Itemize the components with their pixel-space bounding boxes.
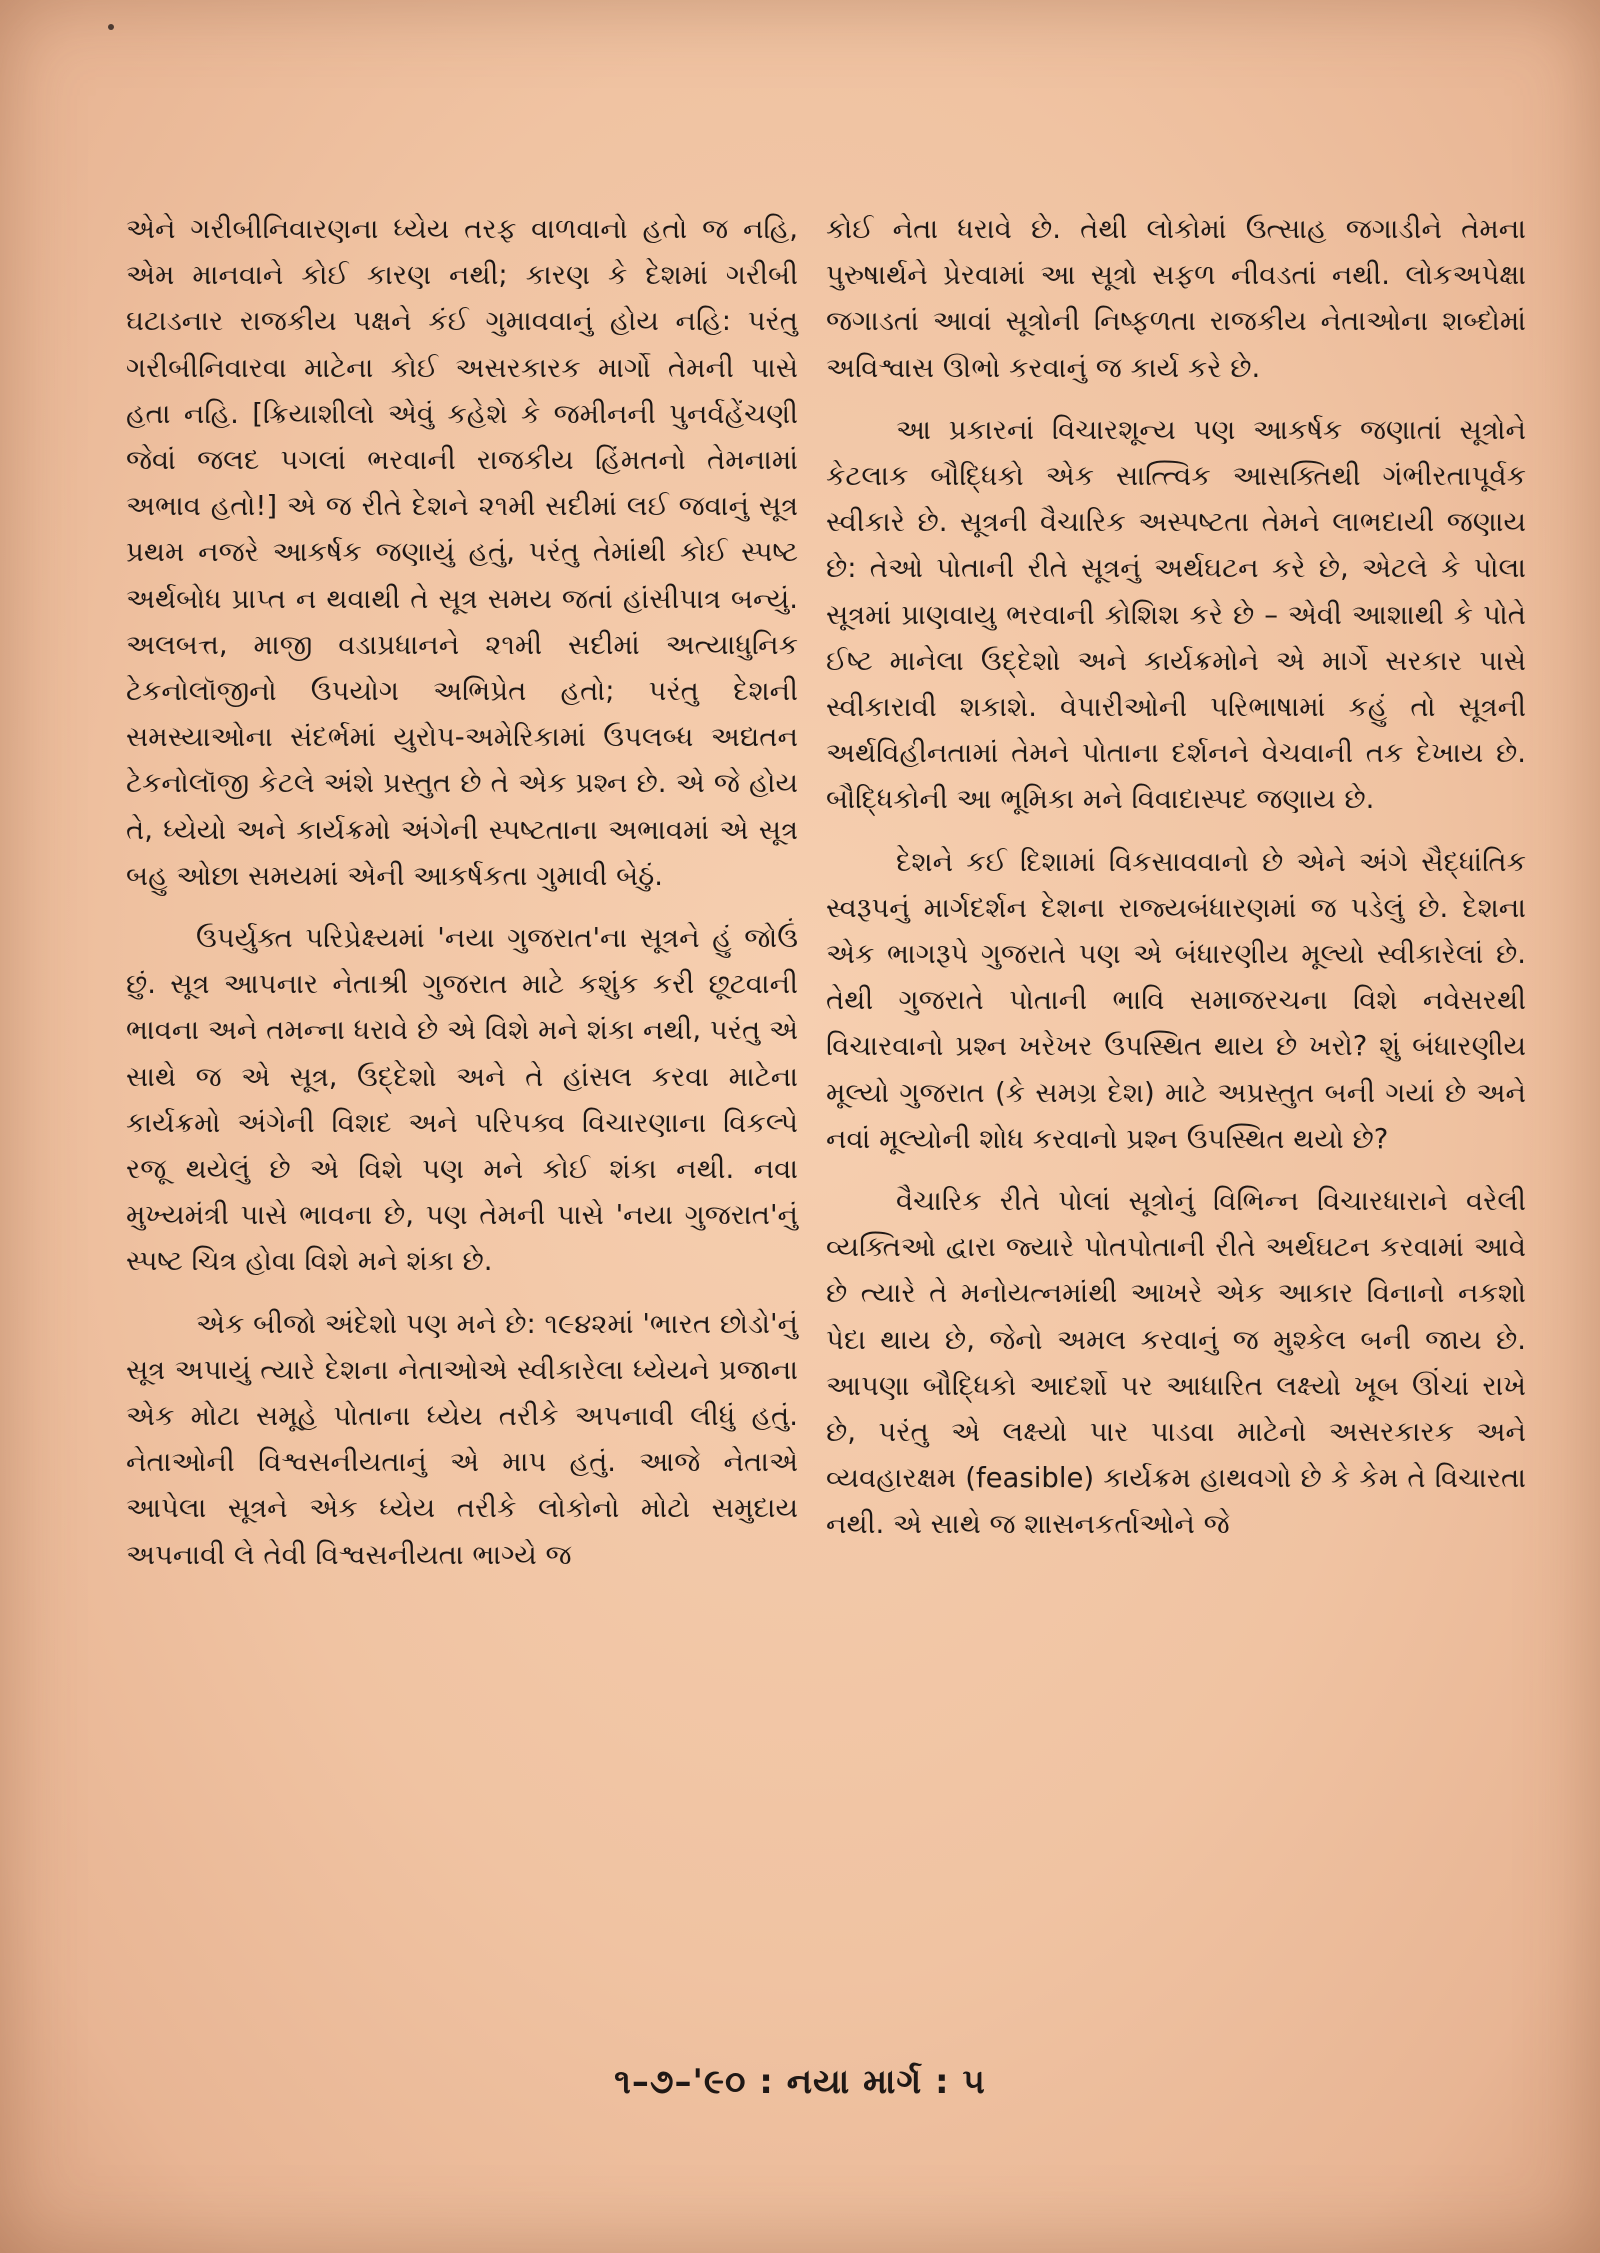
paragraph: એક બીજો અંદેશો પણ મને છે: ૧૯૪૨માં 'ભારત છોડો'નું સૂત્ર અપાયું ત્યારે દેશના નેતાઓએ સ્વીકારેલા ધ્યેયને પ્રજાના એક મોટા સમૂહે પોતાના ધ્યેય તરીકે અપનાવી લીધું હતું. નેતાઓની વિશ્વસનીયતાનું એ માપ હતું. આજે નેતાએ આપેલા સૂત્રને એક ધ્યેય તરીકે લોકોનો મોટો સમુદાય અપનાવી લે તેવી વિશ્વસનીયતા ભાગ્યે જ — [126, 1307, 798, 1571]
paragraph: એને ગરીબીનિવારણના ધ્યેય તરફ વાળવાનો હતો જ નહિ, એમ માનવાને કોઈ કારણ નથી; કારણ કે દેશમાં ગરીબી ઘટાડનાર રાજકીય પક્ષને કંઈ ગુમાવવાનું હોય નહિ: પરંતુ ગરીબીનિવારવા માટેના કોઈ અસરકારક માર્ગો તેમની પાસે હતા નહિ. [ક્રિયાશીલો એવું કહેશે કે જમીનની પુનર્વહેંચણી જેવાં જલદ પગલાં ભરવાની રાજકીય હિંમતનો તેમનામાં અભાવ હતો!] એ જ રીતે દેશને ૨૧મી સદીમાં લઈ જવાનું સૂત્ર પ્રથમ નજરે આકર્ષક જણાયું હતું, પરંતુ તેમાંથી કોઈ સ્પષ્ટ અર્થબોધ પ્રાપ્ત ન થવાથી તે સૂત્ર સમય જતાં હાંસીપાત્ર બન્યું. અલબત્ત, માજી વડાપ્રધાનને ૨૧મી સદીમાં અત્યાધુનિક ટેકનોલૉજીનો ઉપયોગ અભિપ્રેત હતો; પરંતુ દેશની સમસ્યાઓના સંદર્ભમાં યુરોપ-અમેરિકામાં ઉપલબ્ધ અદ્યતન ટેકનોલૉજી કેટલે અંશે પ્રસ્તુત છે તે એક પ્રશ્ન છે. એ જે હોય તે, ધ્યેયો અને કાર્યક્રમો અંગેની સ્પષ્ટતાના અભાવમાં એ સૂત્ર બહુ ઓછા સમયમાં એની આકર્ષકતા ગુમાવી બેઠું. — [126, 213, 798, 892]
paragraph: આ પ્રકારનાં વિચારશૂન્ય પણ આકર્ષક જણાતાં સૂત્રોને કેટલાક બૌદ્ધિકો એક સાત્ત્વિક આસક્તિથી ગંભીરતાપૂર્વક સ્વીકારે છે. સૂત્રની વૈચારિક અસ્પષ્ટતા તેમને લાભદાયી જણાય છે: તેઓ પોતાની રીતે સૂત્રનું અર્થઘટન કરે છે, એટલે કે પોલા સૂત્રમાં પ્રાણવાયુ ભરવાની કોશિશ કરે છે – એવી આશાથી કે પોતે ઈષ્ટ માનેલા ઉદ્દેશો અને કાર્યક્રમોને એ માર્ગે સરકાર પાસે સ્વીકારાવી શકાશે. વેપારીઓની પરિભાષામાં કહું તો સૂત્રની અર્થવિહીનતામાં તેમને પોતાના દર્શનને વેચવાની તક દેખાય છે. બૌદ્ધિકોની આ ભૂમિકા મને વિવાદાસ્પદ જણાય છે. — [826, 413, 1526, 816]
paragraph: વૈચારિક રીતે પોલાં સૂત્રોનું વિભિન્ન વિચારધારાને વરેલી વ્યક્તિઓ દ્વારા જ્યારે પોતપોતાની રીતે અર્થઘટન કરવામાં આવે છે ત્યારે તે મનોયત્નમાંથી આખરે એક આકાર વિનાનો નકશો પેદા થાય છે, જેનો અમલ કરવાનું જ મુશ્કેલ બની જાય છે. આપણા બૌદ્ધિકો આદર્શો પર આધારિત લક્ષ્યો ખૂબ ઊંચાં રાખે છે, પરંતુ એ લક્ષ્યો પાર પાડવા માટેનો અસરકારક અને વ્યવહારક્ષમ (feasible) કાર્યક્રમ હાથવગો છે કે કેમ તે વિચારતા નથી. એ સાથે જ શાસનકર્તાઓને જે — [826, 1185, 1526, 1541]
right-column — [826, 206, 1526, 1548]
page-footer: ૧–૭–'૯૦ : નયા માર્ગ : ૫ — [614, 2062, 986, 2102]
ink-speck — [108, 24, 114, 30]
paragraph: ઉપર્યુક્ત પરિપ્રેક્ષ્યમાં 'નયા ગુજરાત'ના સૂત્રને હું જોઉં છું. સૂત્ર આપનાર નેતાશ્રી ગુજરાત માટે કશુંક કરી છૂટવાની ભાવના અને તમન્ના ધરાવે છે એ વિશે મને શંકા નથી, પરંતુ એ સાથે જ એ સૂત્ર, ઉદ્દેશો અને તે હાંસલ કરવા માટેના કાર્યક્રમો અંગેની વિશદ અને પરિપક્વ વિચારણાના વિકલ્પે રજૂ થયેલું છે એ વિશે પણ મને કોઈ શંકા નથી. નવા મુખ્યમંત્રી પાસે ભાવના છે, પણ તેમની પાસે 'નયા ગુજરાત'નું સ્પષ્ટ ચિત્ર હોવા વિશે મને શંકા છે. — [126, 922, 798, 1278]
left-column — [126, 206, 798, 1578]
paragraph: કોઈ નેતા ધરાવે છે. તેથી લોકોમાં ઉત્સાહ જગાડીને તેમના પુરુષાર્થને પ્રેરવામાં આ સૂત્રો સફળ નીવડતાં નથી. લોકઅપેક્ષા જગાડતાં આવાં સૂત્રોની નિષ્ફળતા રાજકીય નેતાઓના શબ્દોમાં અવિશ્વાસ ઊભો કરવાનું જ કાર્ય કરે છે. — [826, 213, 1526, 384]
paragraph: દેશને કઈ દિશામાં વિકસાવવાનો છે એને અંગે સૈદ્ધાંતિક સ્વરૂપનું માર્ગદર્શન દેશના રાજ્યબંધારણમાં જ પડેલું છે. દેશના એક ભાગરૂપે ગુજરાતે પણ એ બંધારણીય મૂલ્યો સ્વીકારેલાં છે. તેથી ગુજરાતે પોતાની ભાવિ સમાજરચના વિશે નવેસરથી વિચારવાનો પ્રશ્ન ખરેખર ઉપસ્થિત થાય છે ખરો? શું બંધારણીય મૂલ્યો ગુજરાત (કે સમગ્ર દેશ) માટે અપ્રસ્તુત બની ગયાં છે અને નવાં મૂલ્યોની શોધ કરવાનો પ્રશ્ન ઉપસ્થિત થયો છે? — [826, 845, 1526, 1155]
